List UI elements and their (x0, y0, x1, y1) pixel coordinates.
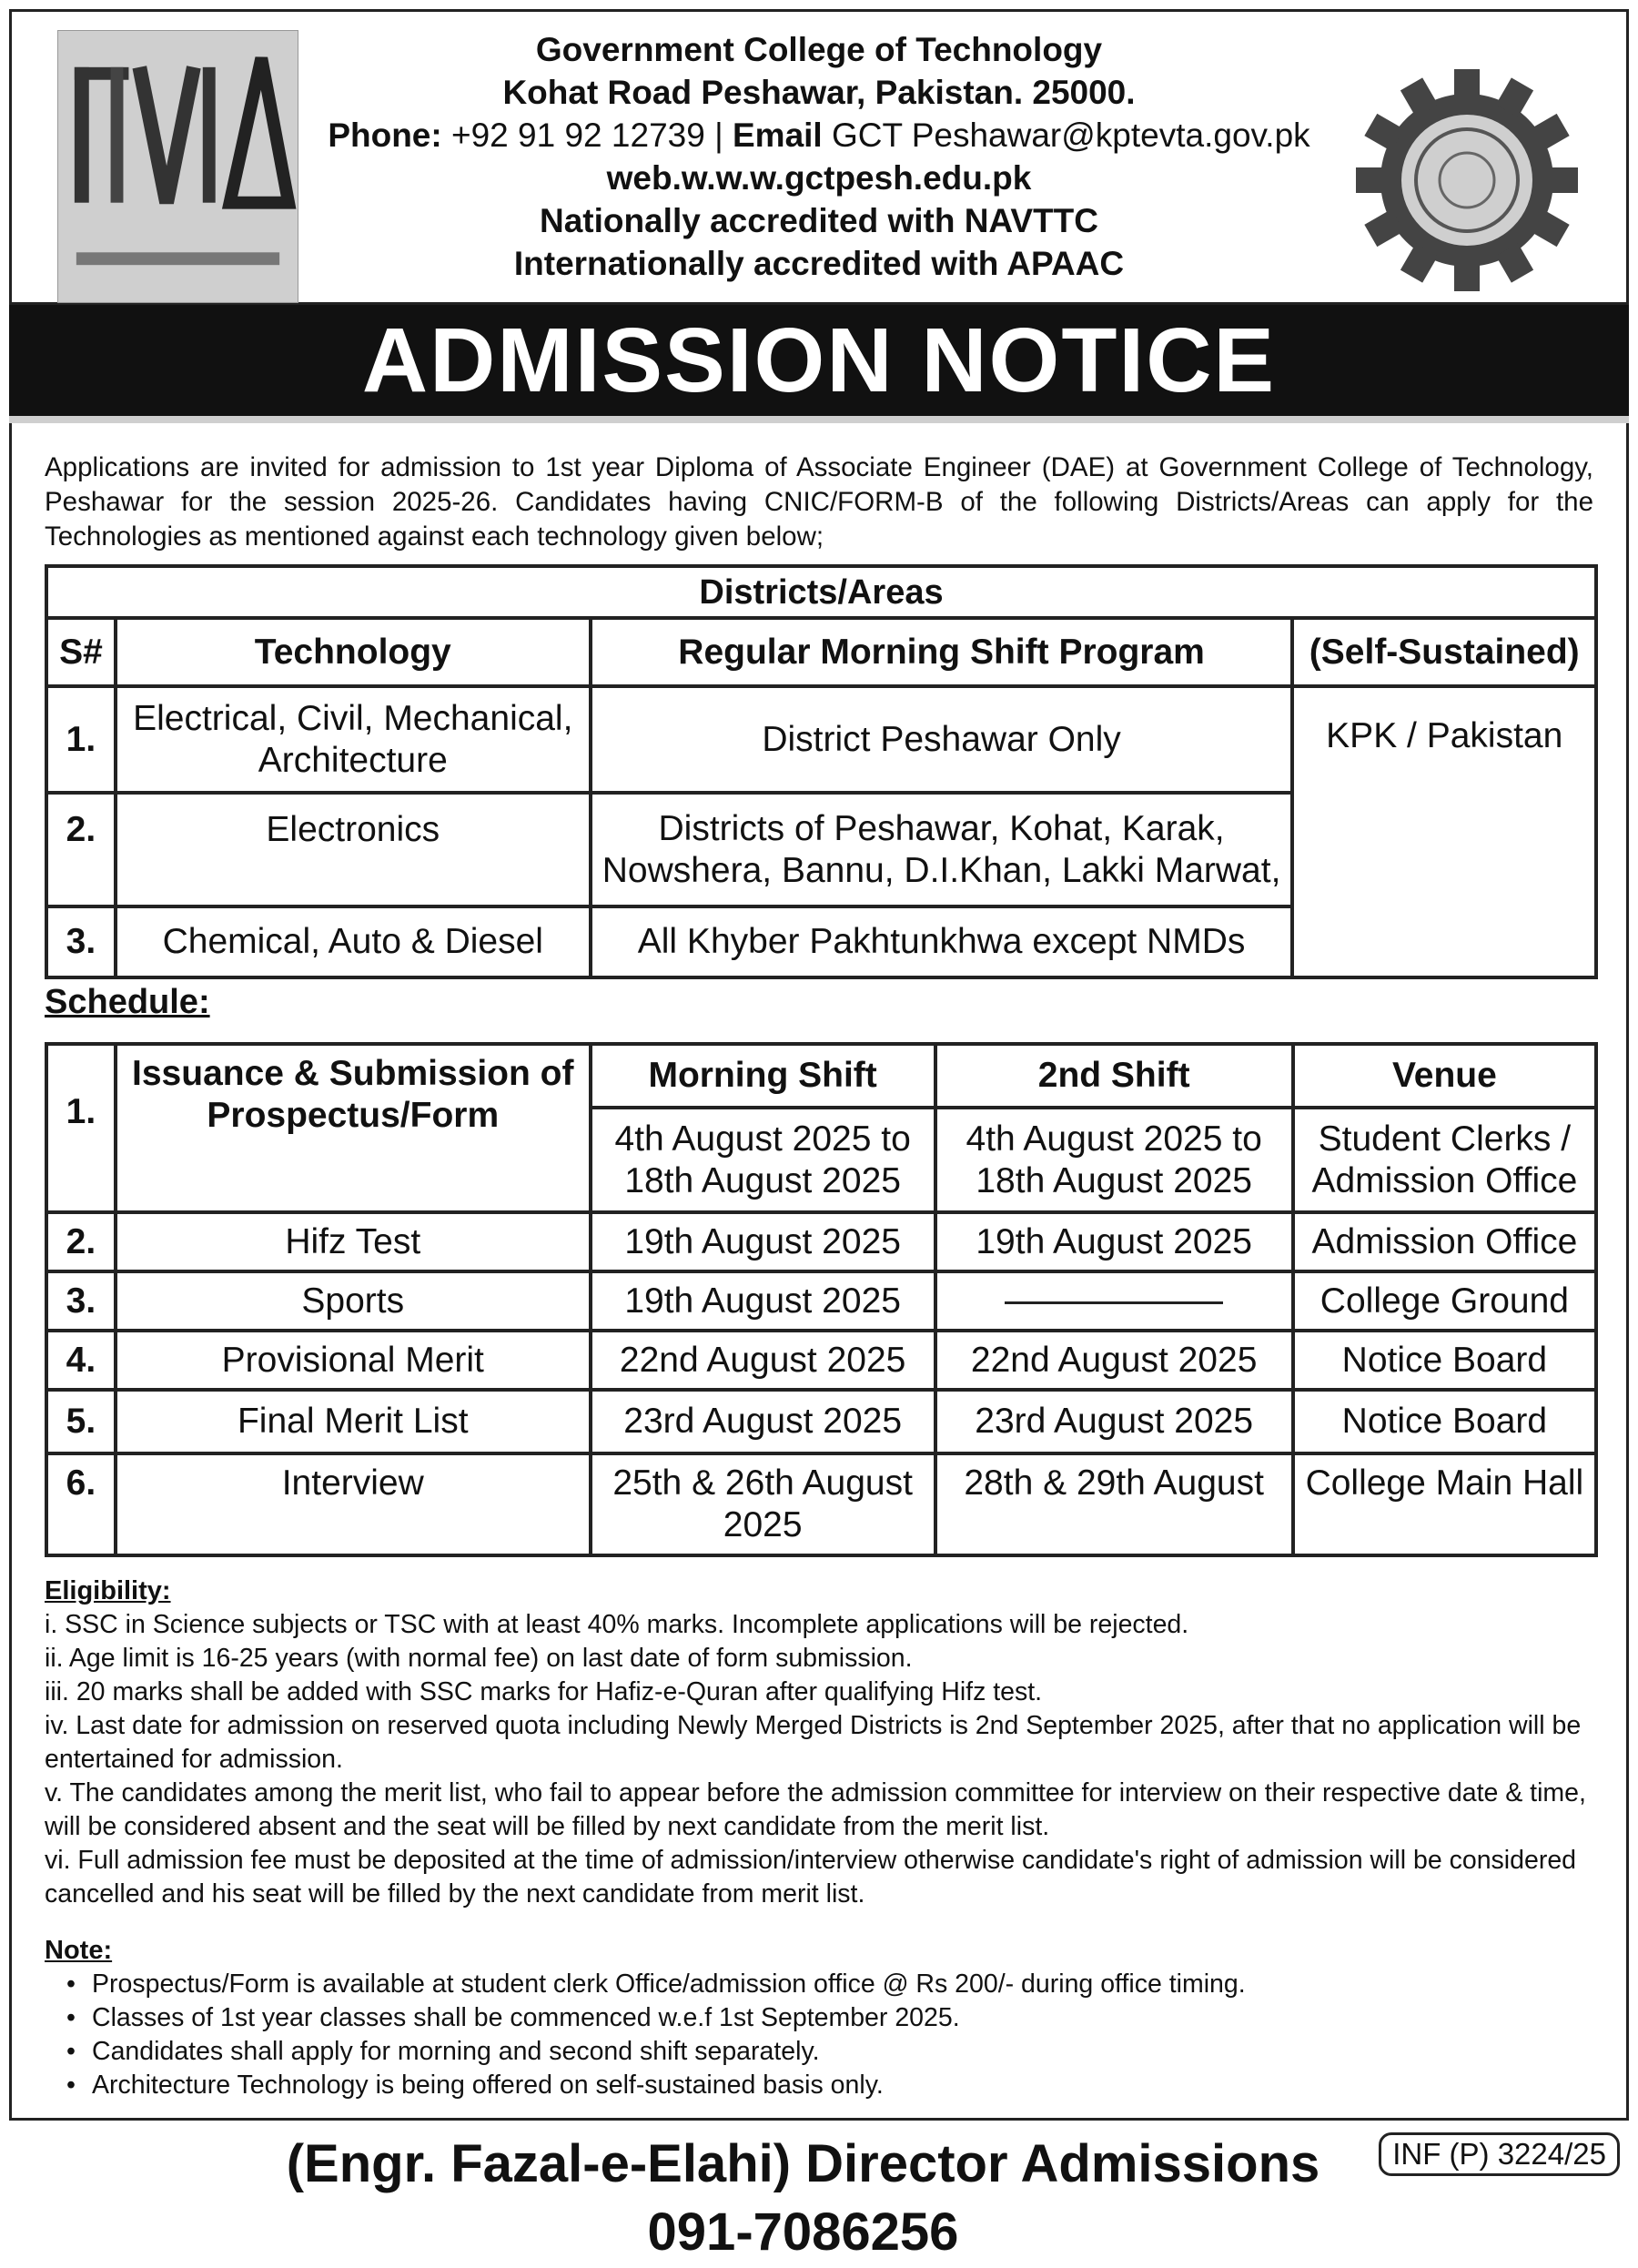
row-activity: Sports (116, 1271, 591, 1331)
college-info (312, 28, 1326, 285)
eligibility-item: iii. 20 marks shall be added with SSC marks for Hafiz-e-Quran after qualifying Hifz test. (45, 1677, 1043, 1706)
row-activity: Issuance & Submission of Prospectus/Form (116, 1044, 591, 1212)
eligibility-item: i. SSC in Science subjects or TSC with at least 40% marks. Incomplete applications will be rejected. (45, 1610, 1189, 1639)
row-venue: Notice Board (1293, 1390, 1596, 1453)
contact-line (312, 114, 1326, 157)
notice-title: ADMISSION NOTICE (361, 309, 1277, 411)
row-morning: 4th August 2025 to 18th August 2025 (591, 1108, 935, 1212)
note-item: • Prospectus/Form is available at student clerk Office/admission office @ Rs 200/- during office timing. (92, 1968, 1593, 2001)
col-second-shift: 2nd Shift (935, 1044, 1293, 1108)
col-serial: S# (46, 618, 116, 686)
phone-label: Phone: (328, 116, 442, 154)
header (9, 9, 1629, 305)
schedule-table (45, 1042, 1598, 1557)
row-morning: 19th August 2025 (591, 1271, 935, 1331)
row-second-empty (935, 1271, 1293, 1331)
row-regular: Districts of Peshawar, Kohat, Karak, Nowshera, Bannu, D.I.Khan, Lakki Marwat, (591, 793, 1293, 906)
row-serial: 3. (46, 906, 116, 977)
signer-phone: 091-7086256 (647, 2202, 959, 2262)
col-technology: Technology (116, 618, 591, 686)
row-venue: Student Clerks / Admission Office (1293, 1108, 1596, 1212)
table-row (46, 1453, 1596, 1555)
row-second: 19th August 2025 (935, 1212, 1293, 1271)
row-serial: 2. (46, 793, 116, 906)
email-label: Email (733, 116, 823, 154)
table-row (46, 1271, 1596, 1331)
row-venue: College Main Hall (1293, 1453, 1596, 1555)
districts-group-row (46, 566, 1596, 618)
col-morning-shift: Morning Shift (591, 1044, 935, 1108)
districts-table (45, 564, 1598, 979)
eligibility-item: vi. Full admission fee must be deposited at the time of admission/interview otherwise candidate's right of admission will be considered cancelled and his seat will be filled by the next candidate from merit list. (45, 1846, 1577, 1909)
notice-body (9, 423, 1629, 2121)
row-morning: 22nd August 2025 (591, 1331, 935, 1390)
college-name: Government College of Technology (535, 31, 1103, 68)
eligibility-item: v. The candidates among the merit list, who fail to appear before the admission committee for interview on their respective date & time, will be considered absent and the seat will be filled by next candidate from the merit list. (45, 1778, 1586, 1841)
eligibility-section (45, 1574, 1593, 1911)
row-serial: 4. (46, 1331, 116, 1390)
eligibility-item: iv. Last date for admission on reserved quota including Newly Merged Districts is 2nd September 2025, after that no application will be entertained for admission. (45, 1711, 1582, 1774)
row-serial: 1. (46, 686, 116, 793)
international-accreditation: Internationally accredited with APAAC (513, 245, 1125, 282)
notes-title: Note: (45, 1936, 113, 1965)
districts-group-header: Districts/Areas (46, 566, 1596, 618)
notes-list (45, 1968, 1593, 2102)
email-value: GCT Peshawar@kptevta.gov.pk (832, 116, 1310, 154)
tevta-logo (57, 30, 298, 303)
signer-name: (Engr. Fazal-e-Elahi) Director Admissions (286, 2134, 1320, 2193)
districts-header-row (46, 618, 1596, 686)
row-activity: Hifz Test (116, 1212, 591, 1271)
gear-icon (1353, 66, 1581, 294)
row-regular: All Khyber Pakhtunkhwa except NMDs (591, 906, 1293, 977)
row-serial: 6. (46, 1453, 116, 1555)
note-item: • Candidates shall apply for morning and second shift separately. (92, 2035, 1593, 2069)
tevta-logo-graphic (58, 31, 298, 302)
schedule-heading: Schedule: (45, 983, 210, 1021)
note-item: • Architecture Technology is being offered on self-sustained basis only. (92, 2069, 1593, 2102)
row-activity: Final Merit List (116, 1390, 591, 1453)
col-regular-program: Regular Morning Shift Program (591, 618, 1293, 686)
website: web.w.w.w.gctpesh.edu.pk (606, 159, 1032, 197)
row-morning: 19th August 2025 (591, 1212, 935, 1271)
note-item: • Classes of 1st year classes shall be commenced w.e.f 1st September 2025. (92, 2001, 1593, 2035)
notice-banner (9, 305, 1629, 423)
college-gear-logo (1353, 66, 1581, 294)
reference-number: INF (P) 3224/25 (1379, 2132, 1620, 2176)
col-self-sustained: (Self-Sustained) (1292, 618, 1596, 686)
row-serial: 1. (46, 1044, 116, 1212)
row-second: 22nd August 2025 (935, 1331, 1293, 1390)
table-row (46, 686, 1596, 793)
national-accreditation: Nationally accredited with NAVTTC (539, 202, 1099, 239)
row-second: 28th & 29th August (935, 1453, 1293, 1555)
table-row (46, 1390, 1596, 1453)
intro-paragraph: Applications are invited for admission to 1st year Diploma of Associate Engineer (DAE) at Government College of Technology, Peshawar for the session 2025-26. Candidates having CNIC/FORM-B of the following Districts/Areas can apply for the Technologies as mentioned against each technology given below; (45, 452, 1593, 552)
eligibility-item: ii. Age limit is 16-25 years (with normal fee) on last date of form submission. (45, 1644, 913, 1673)
phone-value: +92 91 92 12739 (451, 116, 705, 154)
row-venue: Notice Board (1293, 1331, 1596, 1390)
row-activity: Interview (116, 1453, 591, 1555)
row-morning: 25th & 26th August 2025 (591, 1453, 935, 1555)
notes-section (45, 1934, 1593, 2102)
row-serial: 3. (46, 1271, 116, 1331)
table-row (46, 1212, 1596, 1271)
eligibility-title: Eligibility: (45, 1576, 171, 1605)
row-activity: Provisional Merit (116, 1331, 591, 1390)
not-applicable-dash (1005, 1301, 1223, 1304)
col-venue: Venue (1293, 1044, 1596, 1108)
row-venue: Admission Office (1293, 1212, 1596, 1271)
college-address: Kohat Road Peshawar, Pakistan. 25000. (502, 74, 1136, 111)
row-second: 23rd August 2025 (935, 1390, 1293, 1453)
self-sustained-areas: KPK / Pakistan (1292, 686, 1596, 977)
row-serial: 2. (46, 1212, 116, 1271)
row-regular: District Peshawar Only (591, 686, 1293, 793)
row-venue: College Ground (1293, 1271, 1596, 1331)
row-second: 4th August 2025 to 18th August 2025 (935, 1108, 1293, 1212)
row-serial: 5. (46, 1390, 116, 1453)
row-technology: Chemical, Auto & Diesel (116, 906, 591, 977)
row-technology: Electronics (116, 793, 591, 906)
row-technology: Electrical, Civil, Mechanical, Architecture (116, 686, 591, 793)
contact-separator: | (714, 116, 723, 154)
table-row (46, 1044, 1596, 1108)
row-morning: 23rd August 2025 (591, 1390, 935, 1453)
table-row (46, 1331, 1596, 1390)
